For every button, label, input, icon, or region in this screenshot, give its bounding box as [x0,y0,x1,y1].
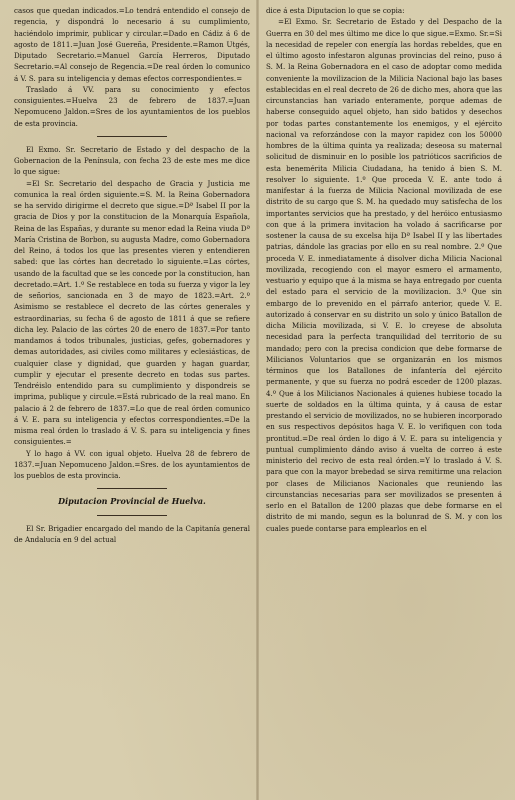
separator-rule [97,515,167,516]
column-gutter [256,0,259,800]
brigadier-paragraph: El Sr. Brigadier encargado del mando de la Capitanía general de Andalucía en 9 del actual [14,523,250,544]
separator-rule [97,136,167,137]
left-column [14,5,250,800]
copy-intro-line: dice á esta Diputacion lo que se copia: [266,6,405,15]
war-ministry-paragraph: =El Exmo. Sr. Secretario de Estado y del Despacho de la Guerra en 30 del mes último me dice lo que sigue.=Exmo. Sr.=Si la necesidad de repeler con energía las hordas rebeldes, que en el último agosto infestaron algunas provincias del reino, puso á S. M. la Reina Gobernadora en el caso de adoptar como medida conveniente la movilizacion de la Milicia Nacional bajo las bases establecidas en el real decreto de 26 de dicho mes, ahora que las circunstancias han variado enteramente, porque ademas de haberse conseguido aquel objeto, han sido batidos y desechos por todas partes constantemente los enemigos, y el ejército nacional va reforzándose con la mayor rapidez con los 50000 hombres de la última quinta ya realizada; deseosa su maternal solicitud de disminuir en lo posible los patrióticos sacrificios de esta benemérita Milicia Ciudadana, ha tenido á bien S. M. resolver lo siguiente. 1.º Que proceda V. E. ante todo á manifestar á la fuerza de Milicia Nacional movilizada de ese distrito de su cargo que S. M. ha quedado muy satisfecha de los importantes servicios que ha prestado, y del heróico entusiasmo con que á la primera invitacion ha volado á sacrificarse por sostener la causa de su excelsa hija Dª Isabel II y las libertades patrias, dándole las gracias por ello en su real nombre. 2.º Que proceda V. E. inmediatamente á disolver dicha Milicia Nacional movilizada, recogiendo con el mayor esmero el armamento, vestuario y equipo que á la misma se haya entregado por cuenta del estado para el servicio de la movilizacion. 3.º Que sin embargo de lo prevenido en el párrafo anterior, quede V. E. autorizado á conservar en su distrito un solo y único Batallon de dicha Milicia movilizada, si V. E. lo creyese de absoluta necesidad para la perfecta tranquilidad del territorio de su mandado; pero con la precisa condicion que debe formarse de Milicianos Voluntarios que se organizarán en los mismos términos que los Batallones de infantería del ejército permanente, y que su fuerza no podrá esceder de 1200 plazas. 4.º Que á los Milicianos Nacionales á quienes hubiese tocado la suerte de soldados en la última quinta, y á causa de estar prestando el servicio de movilizados, no se hubieren incorporado en sus respectivos depósitos haga V. E. lo verifiquen con toda prontitud.=De real órden lo digo á V. E. para su inteligencia y puntual cumplimiento dándo aviso á vuelta de correo á este ministerio del recivo de esta real órden.=Y lo traslado á V. S. para que con la mayor brebedad se sirva remitirme una relacion por clases de Milicianos Nacionales que reuniendo las circunstancias necesarias para ser movilizados se presenten á serlo en el Batallon de 1200 plazas que debe formarse en el distrito de mi mando, segun es la bolunrad de S. M. y con los cuales puede contarse para emplearlos en el [266,17,502,533]
decree-closing-paragraph: casos que quedan indicados.=Lo tendrá entendido el consejo de regencia, y dispondrá lo necesario á su cumplimiento, haciéndolo imprimir, publicar y circular.=Dado en Cádiz á 6 de agosto de 1811.=Juan José Guereña, Presidente.=Ramon Utgés, Diputado Secretario.=Manuel García Herreros, Diputado Secretario.=Al consejo de Regencia.=De real órden lo comunico á V. S. para su inteligencia y demas efectos correspondientes.= [14,6,250,83]
secretary-intro-paragraph: El Exmo. Sr. Secretario de Estado y del despacho de la Gobernacion de la Península, con fecha 23 de este mes me dice lo que sigue: [14,144,250,177]
right-column [266,5,502,800]
transfer-paragraph: Traslado á VV. para su conocimiento y efectos consiguientes.=Huelva 23 de febrero de 1837.=Juan Nepomuceno Jaldon.=Sres de los ayuntamientos de los pueblos de esta provincia. [14,84,250,128]
royal-order-paragraph: =El Sr. Secretario del despacho de Gracia y Justicia me comunica la real órden siguiente.=S. M. la Reina Gobernadora se ha servido dirigirme el decreto que sigue.=Dª Isabel II por la gracia de Dios y por la constitucion de la Monarquía Española, Reina de las Españas, y durante su menor edad la Reina viuda Dª María Cristina de Borbon, su augusta Madre, como Gobernadora del Reino, á todos los que las presentes vieren y entendieren sabed: que las córtes han decretado lo siguiente.=Las córtes, usando de la facultad que se les concede por la constitucion, han decretado.=Art. 1.º Se restablece en toda su fuerza y vigor la ley de señorios, sancionada en 3 de mayo de 1823.=Art. 2.º Asimismo se restablece el decreto de las córtes generales y estraordinarias, su fecha 6 de agosto de 1811 á que se refiere dicha ley. Palacio de las córtes 20 de enero de 1837.=Por tanto mandamos á todos tribunales, justicias, gefes, gobernadores y demas autoridades, asi civiles como militares y eclesiásticas, de cualquier clase y dignidad, que guarden y hagan guardar, cumplir y ejecutar el presente decreto en todas sus partes. Tendréislo entendido para su cumplimiento y dispondreis se imprima, publique y circule.=Está rubricado de la real mano. En palacio á 2 de febrero de 1837.=Lo que de real órden comunico á V. E. para su inteligencia y efectos correspondientes.=De la misma real órden lo traslado á V. S. para su inteligencia y fines consiguientes.= [14,178,250,447]
huelva-closing-paragraph: Y lo hago á VV. con igual objeto. Huelva 28 de febrero de 1837.=Juan Nepomuceno Jaldon.=Sres. de los ayuntamientos de los pueblos de esta provincia. [14,448,250,480]
separator-rule [97,488,167,489]
section-title: Diputacion Provincial de Huelva. [58,496,206,507]
